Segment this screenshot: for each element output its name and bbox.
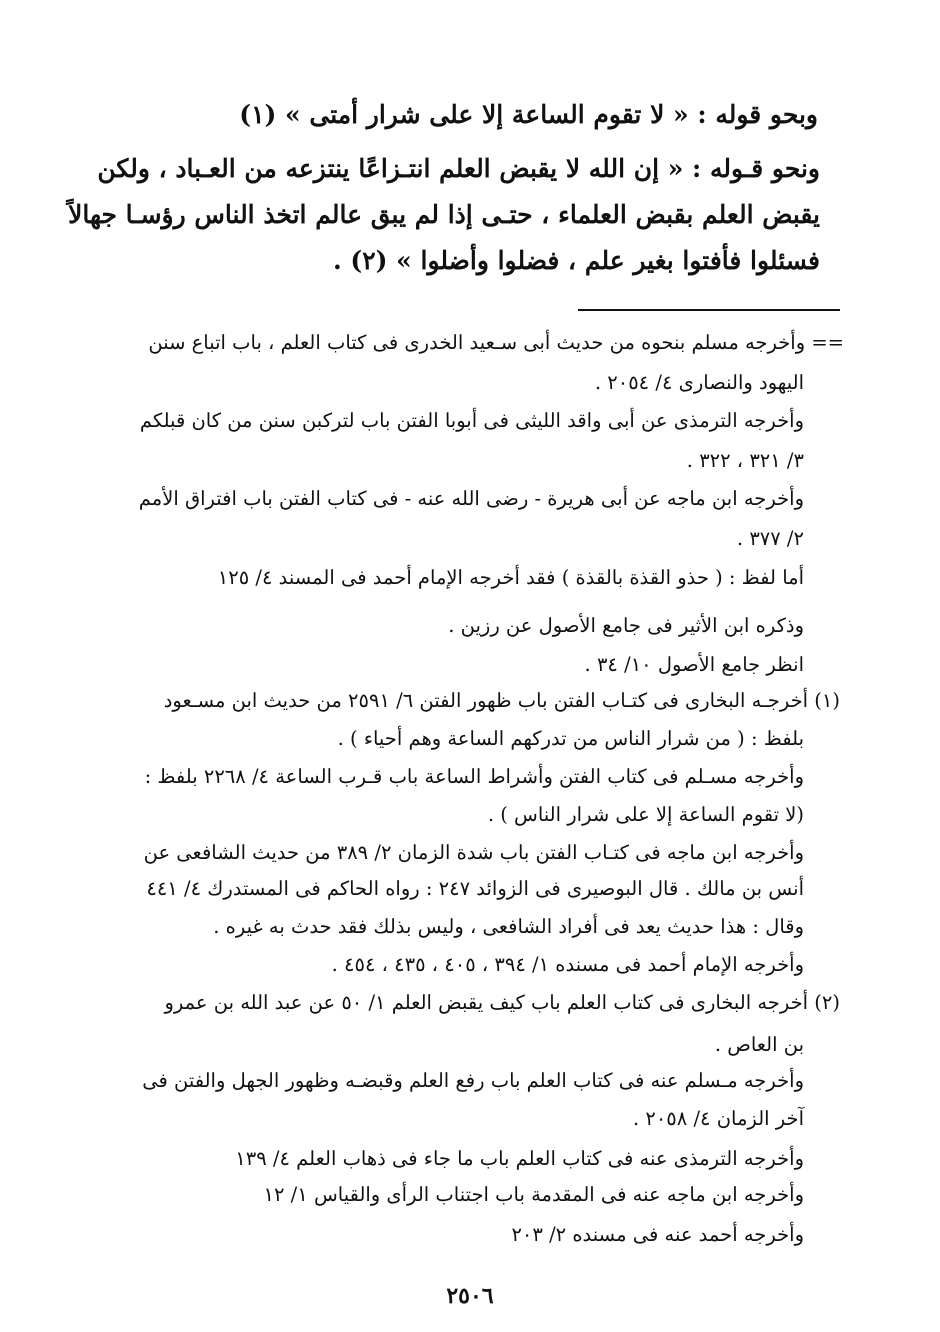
main-line-3: يقبض العلم بقبض العلماء ، حتـى إذا لم يبق عالم اتخذ الناس رؤسـا جهالاً <box>68 200 820 229</box>
footnote-line: وأخرجه مسـلم فى كتاب الفتن وأشراط الساعة باب قـرب الساعة ٤/ ٢٢٦٨ بلفظ : <box>144 765 804 788</box>
footnote-line: وأخرجه ابن ماجه فى كتـاب الفتن باب شدة الزمان ٢/ ٣٨٩ من حديث الشافعى عن <box>143 841 804 864</box>
footnote-line: وأخرجه ابن ماجه عنه فى المقدمة باب اجتناب الرأى والقياس ١/ ١٢ <box>263 1183 804 1206</box>
footnote-line: (٢) أخرجه البخارى فى كتاب العلم باب كيف يقبض العلم ١/ ٥٠ عن عبد الله بن عمرو <box>164 991 840 1014</box>
page-number: ٢٥٠٦ <box>446 1283 494 1309</box>
footnote-line: وأخرجه ابن ماجه عن أبى هريرة - رضى الله عنه - فى كتاب الفتن باب افتراق الأمم <box>138 487 804 510</box>
footnote-line: وأخرجه الإمام أحمد فى مسنده ١/ ٣٩٤ ، ٤٠٥ ، ٤٣٥ ، ٤٥٤ . <box>331 953 804 976</box>
main-line-4: فسئلوا فأفتوا بغير علم ، فضلوا وأضلوا » (٢) . <box>332 246 820 275</box>
main-line-1: وبحو قوله : « لا تقوم الساعة إلا على شرار أمتى » (١) <box>239 100 818 129</box>
footnote-line: == وأخرجه مسلم بنحوه من حديث أبى سـعيد الخدرى فى كتاب العلم ، باب اتباع سنن <box>148 331 844 354</box>
footnote-line: ٣/ ٣٢١ ، ٣٢٢ . <box>686 449 804 472</box>
footnote-line: بن العاص . <box>714 1033 804 1056</box>
footnote-line: أنس بن مالك . قال البوصيرى فى الزوائد ٢٤٧ : رواه الحاكم فى المستدرك ٤/ ٤٤١ <box>146 877 804 900</box>
footnote-line: وقال : هذا حديث يعد فى أفراد الشافعى ، وليس بذلك فقد حدث به غيره . <box>213 915 804 938</box>
footnote-line: انظر جامع الأصول ١٠/ ٣٤ . <box>584 653 804 676</box>
footnote-line: (لا تقوم الساعة إلا على شرار الناس ) . <box>487 803 804 826</box>
footnote-line: وأخرجه أحمد عنه فى مسنده ٢/ ٢٠٣ <box>511 1223 804 1246</box>
footnote-line: أما لفظ : ( حذو القذة بالقذة ) فقد أخرجه الإمام أحمد فى المسند ٤/ ١٢٥ <box>217 566 804 589</box>
footnote-line: وأخرجه مـسلم عنه فى كتاب العلم باب رفع العلم وقبضـه وظهور الجهل والفتن فى <box>142 1069 804 1092</box>
footnote-line: بلفظ : ( من شرار الناس من تدركهم الساعة وهم أحياء ) . <box>337 727 804 750</box>
footnote-line: ٢/ ٣٧٧ . <box>736 527 804 550</box>
footnote-line: (١) أخرجـه البخارى فى كتـاب الفتن باب ظهور الفتن ٦/ ٢٥٩١ من حديث ابن مسـعود <box>163 689 840 712</box>
footnote-separator <box>578 309 840 311</box>
footnote-line: وأخرجه الترمذى عن أبى واقد الليثى فى أبوبا الفتن باب لتركبن سنن من كان قبلكم <box>139 409 804 432</box>
footnote-line: وأخرجه الترمذى عنه فى كتاب العلم باب ما جاء فى ذهاب العلم ٤/ ١٣٩ <box>235 1147 804 1170</box>
footnote-line: اليهود والنصارى ٤/ ٢٠٥٤ . <box>594 371 804 394</box>
footnote-line: وذكره ابن الأثير فى جامع الأصول عن رزين . <box>448 614 804 637</box>
main-line-2: ونحو قـوله : « إن الله لا يقبض العلم انتـزاعًا ينتزعه من العـباد ، ولكن <box>97 154 820 183</box>
footnote-line: آخر الزمان ٤/ ٢٠٥٨ . <box>632 1107 804 1130</box>
